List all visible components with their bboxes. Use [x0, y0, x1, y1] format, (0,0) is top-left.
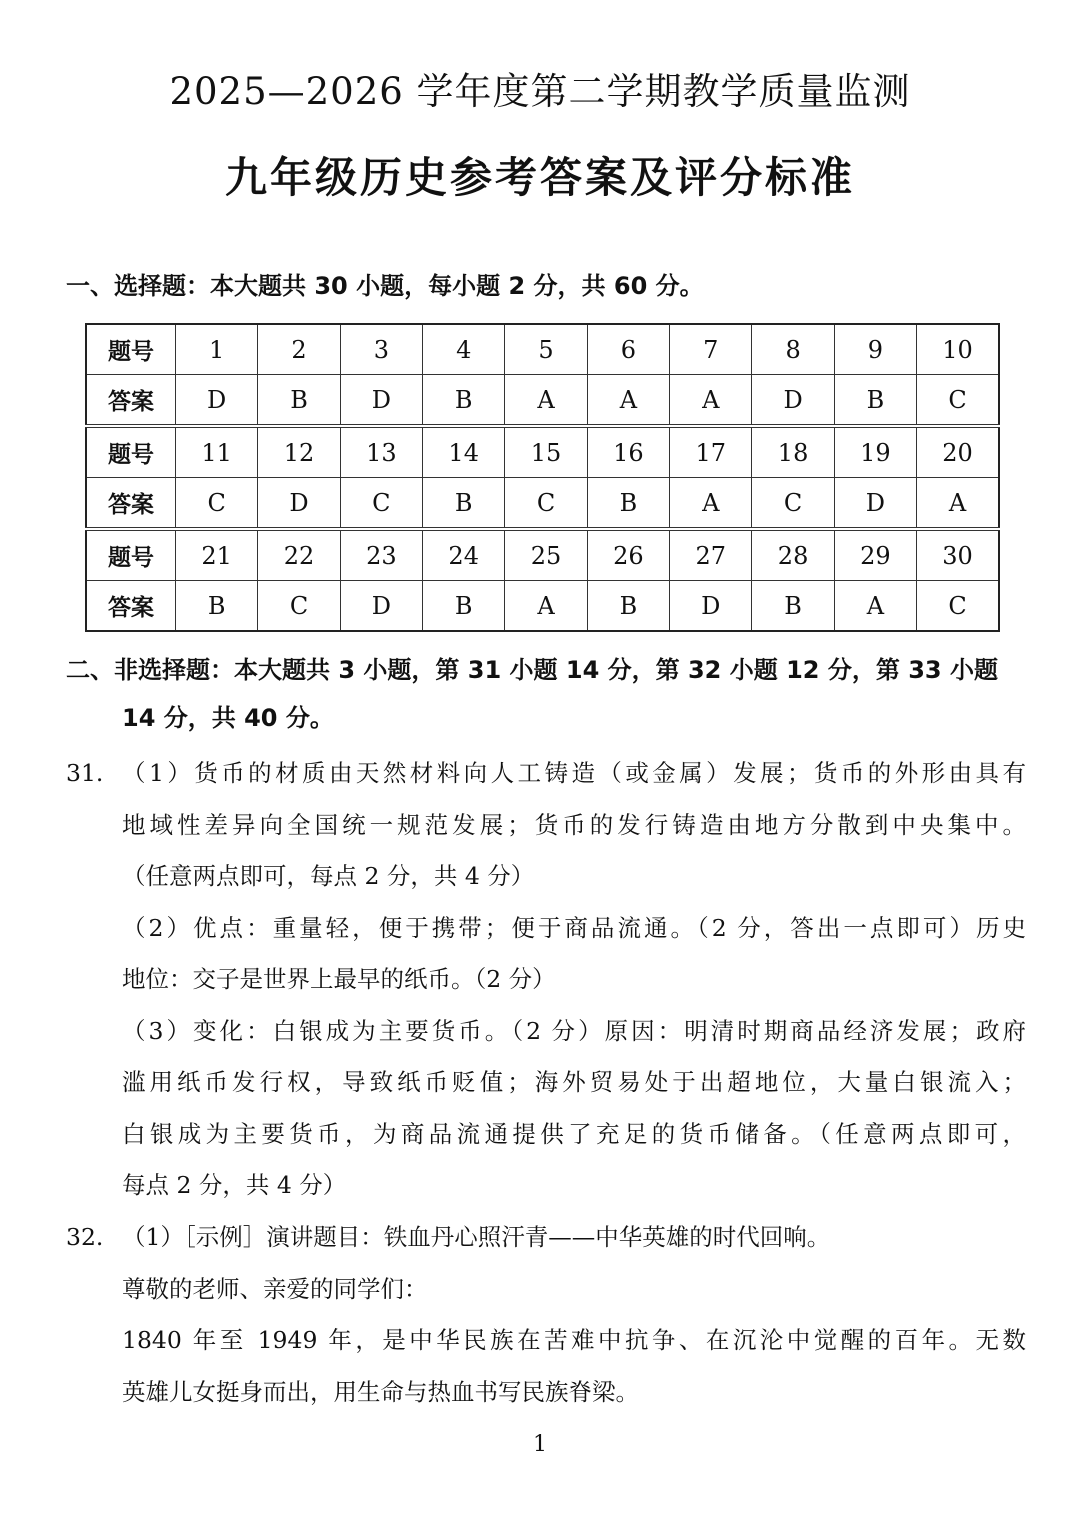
section2-heading-line2: 14 分，共 40 分。 — [122, 704, 334, 732]
answer-cell: B — [176, 581, 258, 632]
answer-cell: A — [505, 375, 587, 427]
answer-cell: B — [752, 581, 834, 632]
row-label-number: 题号 — [86, 324, 176, 375]
question-number-cell: 20 — [917, 426, 999, 478]
question-32 — [66, 1212, 1026, 1418]
answer-cell: D — [176, 375, 258, 427]
question-number-cell: 4 — [423, 324, 505, 375]
table-row-question-numbers — [86, 426, 999, 478]
row-label-answer: 答案 — [86, 375, 176, 427]
answer-cell: B — [834, 375, 916, 427]
answer-line: 地位：交子是世界上最早的纸币。（2 分） — [122, 965, 556, 993]
question-number-cell: 7 — [670, 324, 752, 375]
question-number-cell: 13 — [340, 426, 422, 478]
answer-cell: A — [834, 581, 916, 632]
answer-cell: A — [917, 478, 999, 530]
document-title-line1: 2025—2026 学年度第二学期教学质量监测 — [169, 70, 911, 113]
row-label-answer: 答案 — [86, 581, 176, 632]
answer-line: （1）货币的材质由天然材料向人工铸造（或金属）发展；货币的外形由具有 — [122, 759, 1026, 787]
answer-cell: C — [258, 581, 340, 632]
answer-cell: A — [505, 581, 587, 632]
answer-line: 地域性差异向全国统一规范发展；货币的发行铸造由地方分散到中央集中。 — [122, 810, 1026, 839]
answer-cell: B — [587, 581, 669, 632]
row-label-number: 题号 — [86, 529, 176, 581]
answer-line: 白银成为主要货币，为商品流通提供了充足的货币储备。（任意两点即可， — [122, 1119, 1026, 1148]
answer-line: 英雄儿女挺身而出，用生命与热血书写民族脊梁。 — [122, 1377, 639, 1406]
question-number-cell: 18 — [752, 426, 834, 478]
question-number-cell: 27 — [670, 529, 752, 581]
answer-line: （3）变化：白银成为主要货币。（2 分）原因：明清时期商品经济发展；政府 — [122, 1016, 1026, 1045]
question-number-cell: 14 — [423, 426, 505, 478]
answer-cell: C — [917, 581, 999, 632]
answer-line: （任意两点即可，每点 2 分，共 4 分） — [122, 862, 535, 890]
answer-line: （2）优点：重量轻，便于携带；便于商品流通。（2 分，答出一点即可）历史 — [122, 913, 1026, 942]
row-label-number: 题号 — [86, 426, 176, 478]
answer-line: （1）［示例］演讲题目：铁血丹心照汗青——中华英雄的时代回响。 — [122, 1223, 831, 1251]
question-number-cell: 5 — [505, 324, 587, 375]
question-number-cell: 24 — [423, 529, 505, 581]
table-row-answers — [86, 581, 999, 632]
answer-cell: B — [587, 478, 669, 530]
question-31 — [66, 748, 1026, 1212]
answer-cell: D — [670, 581, 752, 632]
question-number-cell: 15 — [505, 426, 587, 478]
answer-cell: C — [917, 375, 999, 427]
page-number: 1 — [533, 1432, 547, 1457]
answer-cell: D — [834, 478, 916, 530]
answer-cell: D — [340, 581, 422, 632]
question-number-cell: 29 — [834, 529, 916, 581]
question-number-cell: 11 — [176, 426, 258, 478]
answer-cell: D — [340, 375, 422, 427]
question-number-cell: 25 — [505, 529, 587, 581]
question-number: 32. — [66, 1223, 104, 1251]
answer-cell: C — [176, 478, 258, 530]
row-label-answer: 答案 — [86, 478, 176, 530]
table-row-question-numbers — [86, 529, 999, 581]
table-row-answers — [86, 478, 999, 530]
question-number-cell: 26 — [587, 529, 669, 581]
section2-heading — [66, 646, 1026, 742]
answer-cell: C — [752, 478, 834, 530]
question-number-cell: 1 — [176, 324, 258, 375]
question-number-cell: 23 — [340, 529, 422, 581]
question-number-cell: 22 — [258, 529, 340, 581]
question-number-cell: 16 — [587, 426, 669, 478]
answer-line: 尊敬的老师、亲爱的同学们： — [122, 1274, 428, 1303]
section2-heading-line1: 二、非选择题：本大题共 3 小题，第 31 小题 14 分，第 32 小题 12 分，第 33 小题 — [66, 656, 998, 684]
question-number-cell: 28 — [752, 529, 834, 581]
table-row-answers — [86, 375, 999, 427]
question-number-cell: 10 — [917, 324, 999, 375]
question-number-cell: 19 — [834, 426, 916, 478]
answer-cell: B — [423, 478, 505, 530]
question-number-cell: 8 — [752, 324, 834, 375]
question-number-cell: 3 — [340, 324, 422, 375]
answer-line: 每点 2 分，共 4 分） — [122, 1171, 347, 1199]
answer-cell: C — [505, 478, 587, 530]
document-title-line2: 九年级历史参考答案及评分标准 — [224, 153, 855, 202]
answer-cell: D — [258, 478, 340, 530]
question-number-cell: 12 — [258, 426, 340, 478]
question-number-cell: 9 — [834, 324, 916, 375]
question-number-cell: 17 — [670, 426, 752, 478]
question-number-cell: 2 — [258, 324, 340, 375]
answer-cell: B — [423, 581, 505, 632]
question-number-cell: 21 — [176, 529, 258, 581]
answer-cell: A — [670, 375, 752, 427]
answer-cell: D — [752, 375, 834, 427]
answer-cell: C — [340, 478, 422, 530]
question-number: 31. — [66, 759, 104, 787]
answer-line: 滥用纸币发行权，导致纸币贬值；海外贸易处于出超地位，大量白银流入； — [122, 1068, 1026, 1096]
question-number-cell: 30 — [917, 529, 999, 581]
answer-table — [85, 323, 1000, 632]
answer-line: 1840 年至 1949 年，是中华民族在苦难中抗争、在沉沦中觉醒的百年。无数 — [122, 1326, 1026, 1354]
section1-heading: 一、选择题：本大题共 30 小题，每小题 2 分，共 60 分。 — [66, 272, 704, 300]
question-number-cell: 6 — [587, 324, 669, 375]
answer-cell: B — [423, 375, 505, 427]
answer-cell: B — [258, 375, 340, 427]
answer-cell: A — [587, 375, 669, 427]
table-row-question-numbers — [86, 324, 999, 375]
answer-cell: A — [670, 478, 752, 530]
